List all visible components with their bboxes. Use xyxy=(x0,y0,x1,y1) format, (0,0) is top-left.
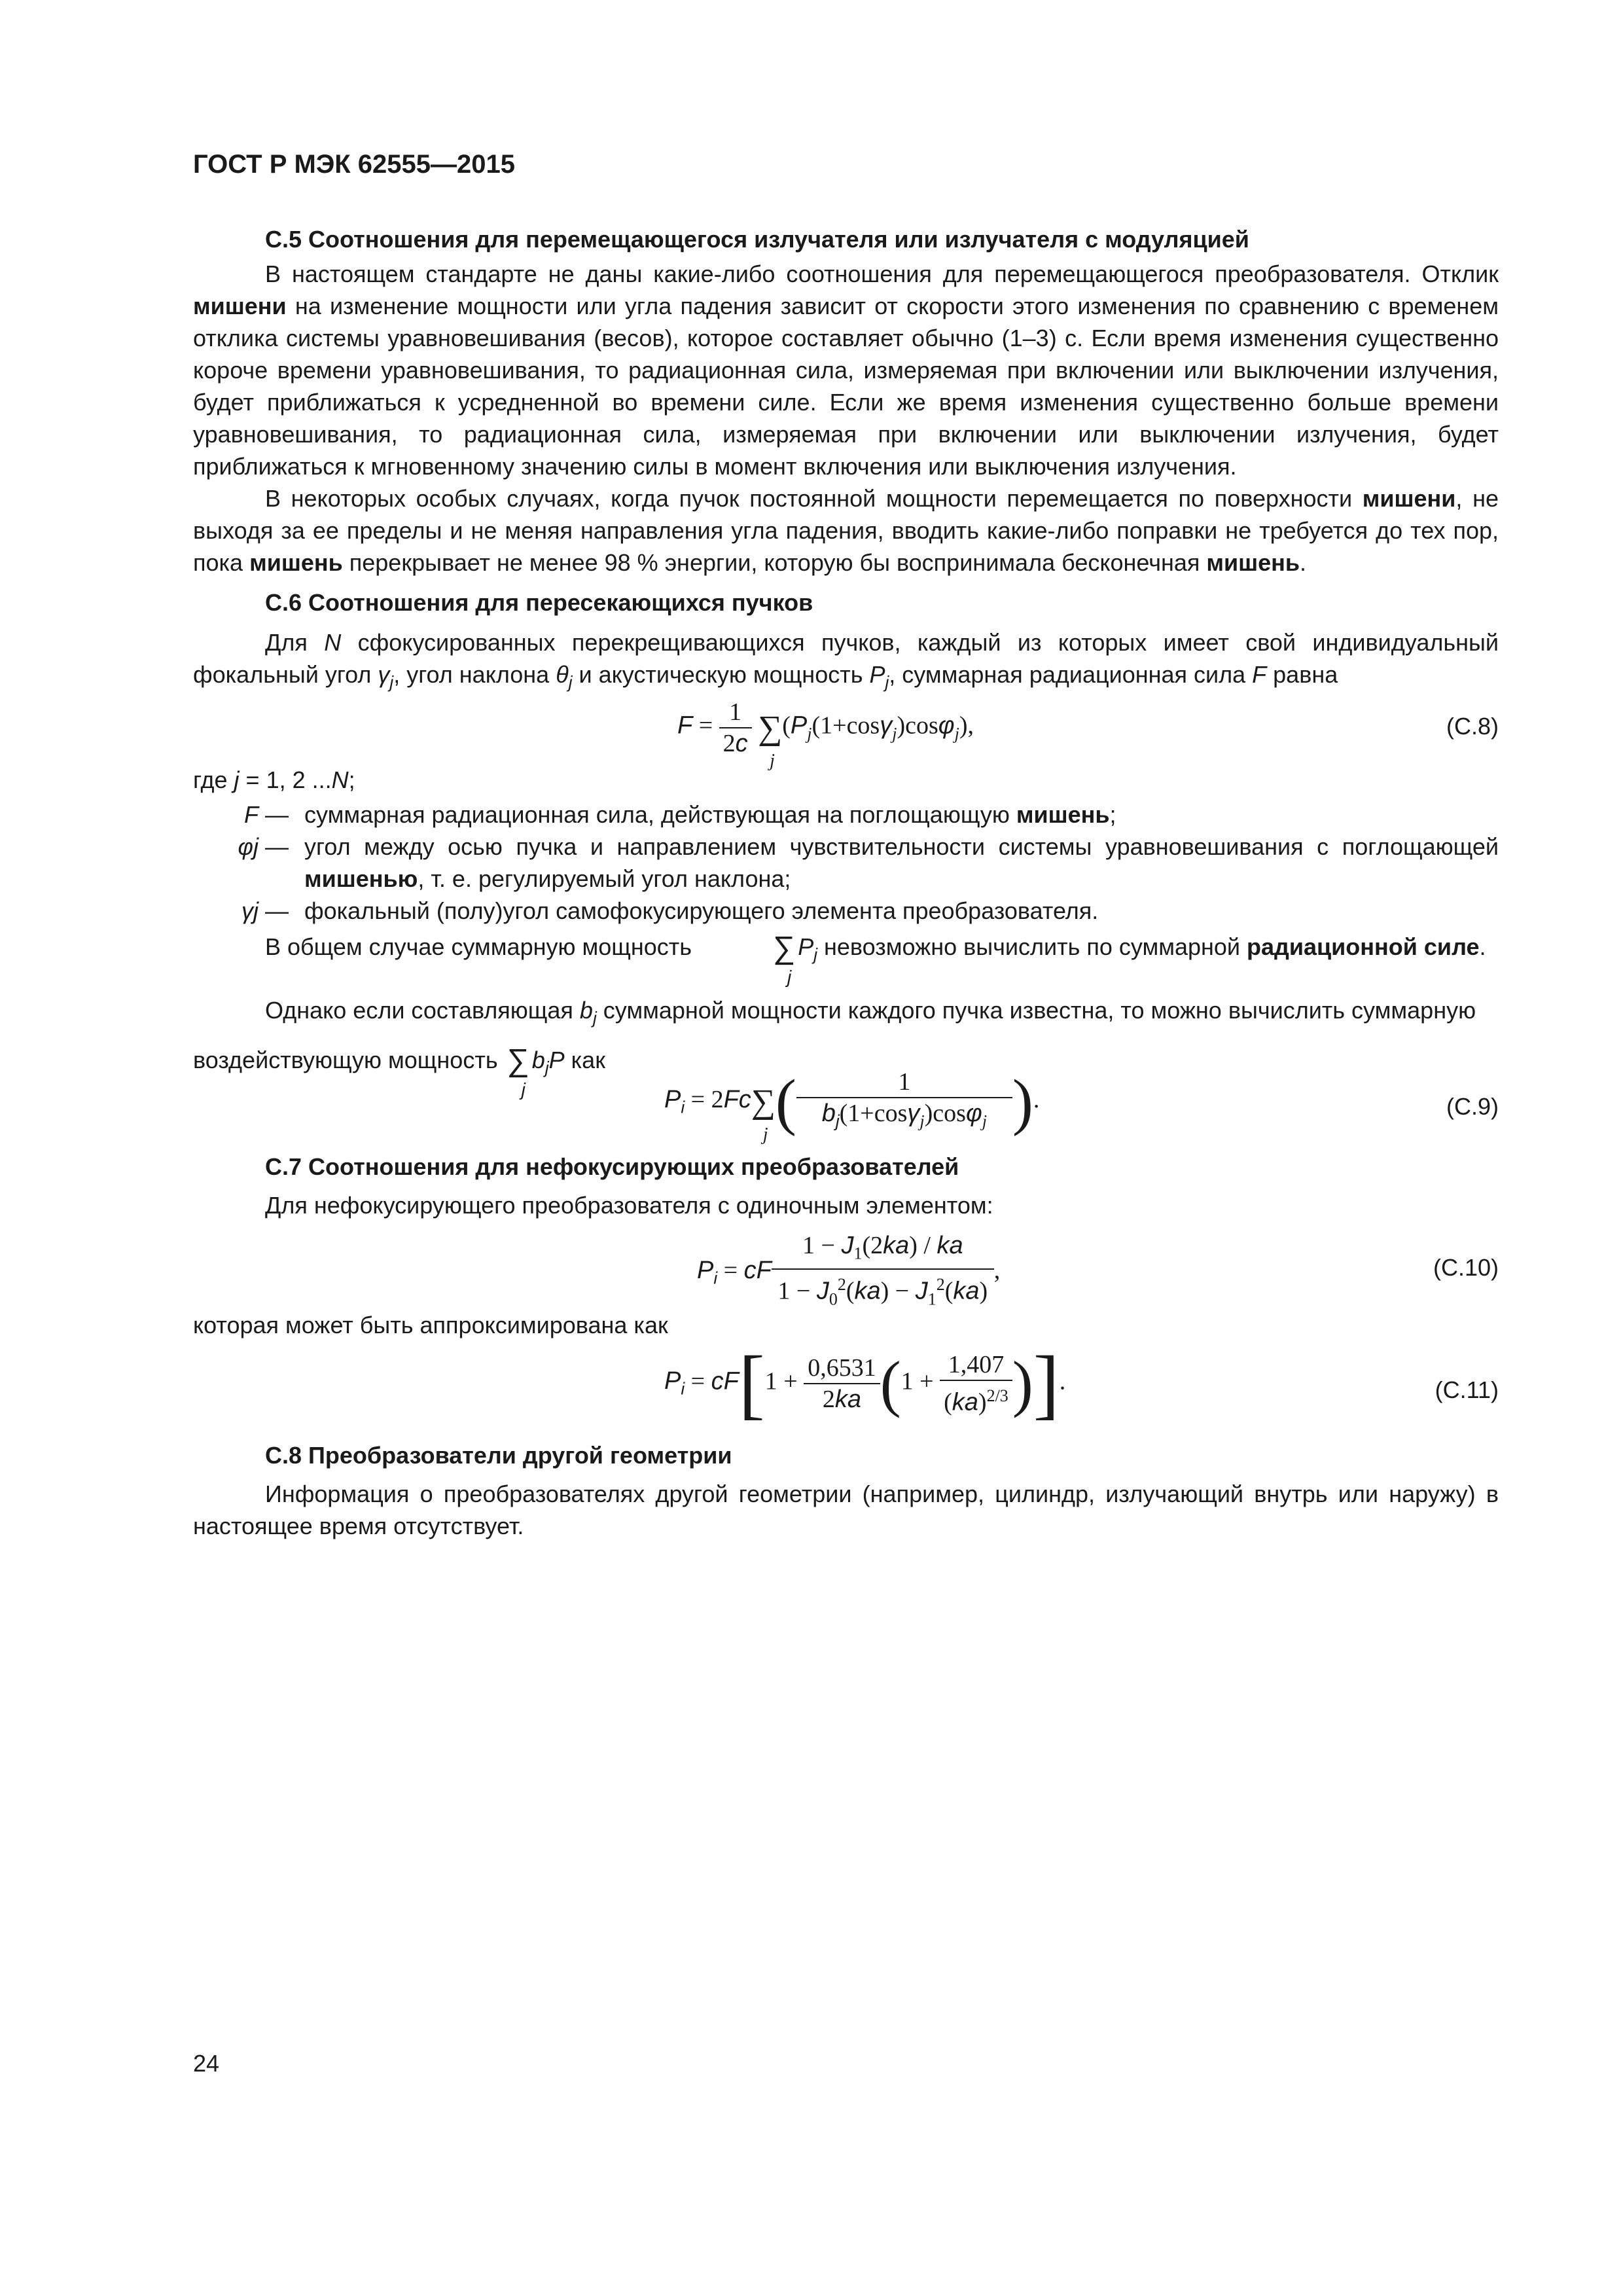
equation-c11-number: (С.11) xyxy=(1435,1376,1499,1403)
definition-item-F: F — суммарная радиационная сила, действующая на поглощающую мишень; xyxy=(193,798,1499,831)
definition-list xyxy=(193,798,1499,927)
equation-c8-formula: F = $\frac{1}{2c}$ ∑ j $(P_j(1+\cos\gamma_j)\cos\varphi_j)$, xyxy=(677,698,974,771)
equation-c8 xyxy=(193,698,1499,771)
paragraph-c7-1: Для нефокусирующего преобразователя с одиночным элементом: xyxy=(265,1191,993,1219)
section-heading-c8: С.8 Преобразователи другой геометрии xyxy=(265,1441,732,1469)
section-heading-c7: С.7 Соотношения для нефокусирующих преобразователей xyxy=(265,1153,959,1180)
equation-c10 xyxy=(193,1230,1499,1309)
equation-c9-formula: $P_i = 2Fc\sum$ j ( $\frac{1}{b_j(1+\cos\gamma_j)\cos\varphi_j}$ ). xyxy=(664,1066,1040,1145)
equation-c8-number: (С.8) xyxy=(1446,713,1499,740)
equation-c10-number: (С.10) xyxy=(1433,1253,1499,1281)
definition-symbol: F xyxy=(244,801,259,829)
definition-symbol: γj xyxy=(241,897,259,925)
paragraph-c5-2: В некоторых особых случаях, когда пучок постоянной мощности перемещается по поверхности мишени, не выходя за ее пределы и не меняя направления угла падения, вводить какие-либо поправки не требуется до тех пор, пока мишень перекрывает не менее 98 % энергии, которую бы воспринимала бесконечная мишень. xyxy=(193,485,1499,576)
equation-c10-formula: $P_i$ = cF $\frac{1 - J_1(2ka) / ka}{1 - J_0^2(ka) - J_1^2(ka)}$ , xyxy=(697,1231,1001,1309)
where-clause: где j = 1, 2 ...N; xyxy=(193,766,355,794)
equation-c11-formula: $P_i = cF[1$ + $\frac{0,6531}{2ka}$ (1 + $\frac{1,407}{(ka)^{2/3}}$ )]. xyxy=(664,1339,1066,1427)
definition-item-phi: φj — угол между осью пучка и направлением чувствительности системы уравновешивания с поглощающей мишенью, т. е. регулируемый угол наклона; xyxy=(193,831,1499,895)
page-number: 24 xyxy=(193,2050,220,2077)
paragraph-c6-3: Однако если составляющая $b_j$ суммарной мощности каждого пучка известна, то можно вычислить суммарную xyxy=(265,997,1476,1028)
section-heading-c6: С.6 Соотношения для пересекающихся пучков xyxy=(265,589,813,616)
paragraph-c6-1: Для N сфокусированных перекрещивающихся пучков, каждый из которых имеет свой индивидуальный фокальный угол $\gamma_j$, угол наклона $\theta_j$ и акустическую мощность $P_j$, суммарная радиационная сила F равна xyxy=(193,629,1499,692)
paragraph-c8-1: Информация о преобразователях другой геометрии (например, цилиндр, излучающий внутрь или наружу) в настоящее время отсутствует. xyxy=(193,1480,1499,1539)
equation-c9 xyxy=(193,1067,1499,1145)
equation-c9-number: (С.9) xyxy=(1446,1092,1499,1120)
definition-item-gamma: γj — фокальный (полу)угол самофокусирующего элемента преобразователя. xyxy=(193,895,1499,927)
paragraph-c6-4: воздействующую мощность ∑ j $b_jP$ как xyxy=(193,1043,605,1100)
paragraph-c7-2: которая может быть аппроксимирована как xyxy=(193,1311,668,1338)
document-code: ГОСТ Р МЭК 62555—2015 xyxy=(193,150,516,179)
paragraph-c6-2: В общем случае суммарную мощность ∑ j $P_j$ невозможно вычислить по суммарной радиационной силе. xyxy=(265,930,1486,987)
section-heading-c5: С.5 Соотношения для перемещающегося излучателя или излучателя с модуляцией xyxy=(265,226,1249,253)
paragraph-c5-1: В настоящем стандарте не даны какие-либо соотношения для перемещающегося преобразователя. Отклик мишени на изменение мощности или угла падения зависит от скорости этого изменения по сравнению с временем отклика системы уравновешивания (весов), которое составляет обычно (1–3) с. Если время изменения существенно короче времени уравновешивания, то радиационная сила, измеряемая при включении или выключении излучения, будет приближаться к усредненной во времени силе. Если же время изменения существенно больше времени уравновешивания, то радиационная сила, измеряемая при включении или выключении излучения, будет приближаться к мгновенному значению силы в момент включения или выключения излучения. xyxy=(193,260,1499,480)
equation-c11 xyxy=(193,1339,1499,1439)
definition-symbol: φj xyxy=(238,833,259,861)
page-body xyxy=(193,147,1499,1542)
